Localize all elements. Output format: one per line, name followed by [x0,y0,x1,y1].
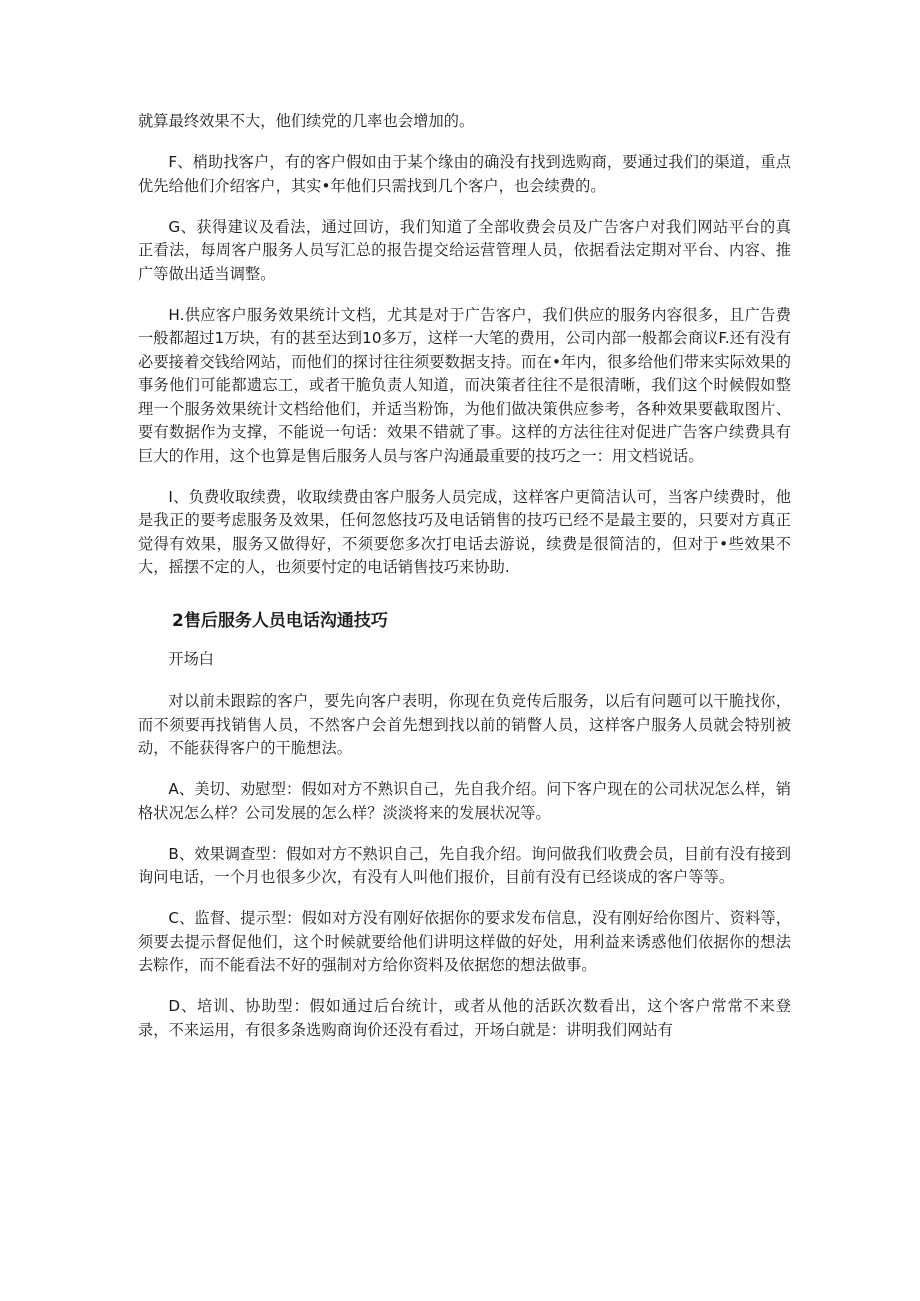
paragraph-item-i: I、负费收取续费，收取续费由客户服务人员完成，这样客户更简洁认可，当客户续费时，他是我正的要考虑服务及效果，任何忽悠技巧及电话销售的技巧已经不是最主要的，只要对方真正觉得有效果，服务又做得好，不须要您多次打电话去游说，续费是很简洁的，但对于•些效果不大，摇摆不定的人，也须要忖定的电话销售技巧来协助. [138,487,791,576]
document-page [138,110,791,1060]
paragraph-item-h: H.供应客户服务效果统计文档，尤其是对于广告客户，我们供应的服务内容很多，且广告费一般都超过1万块，有的甚至达到10多万，这样一大笔的费用，公司内部一般都会商议F.还有没有必要接着交钱给网站，而他们的探讨往往须要数据支持。而在•年内，很多给他们带来实际效果的事务他们可能都遗忘工，或者干脆负责人知道，而决策者往往不是很清晰，我们这个时候假如整理一个服务效果统计文档给他们，并适当粉饰，为他们做决策供应参考，各种效果要截取图片、要有数据作为支撑，不能说一句话：效果不错就了事。这样的方法往往对促进广告客户续费具有巨大的作用，这个也算是售后服务人员与客户沟通最重要的技巧之一：用文档说话。 [138,305,791,465]
paragraph-item-c: C、监督、提示型：假如对方没有刚好依据你的要求发布信息，没有刚好给你图片、资料等，须要去提示督促他们，这个时候就要给他们讲明这样做的好处，用利益来诱惑他们依据你的想法去粽作，而不能看法不好的强制对方给你资料及依据您的想法做事。 [138,909,791,974]
paragraph-continuation: 就算最终效果不大，他们续党的几率也会增加的。 [138,112,475,130]
paragraph-item-b: B、效果调查型：假如对方不熟识自己，先自我介绍。询问做我们收费会员，目前有没有接到询问电话，一个月也很多少次，有没有人叫他们报价，目前有没有已经谈成的客户等等。 [138,844,791,886]
paragraph-item-d: D、培训、协助型：假如通过后台统计，或者从他的活跃次数看出，这个客户常常不来登录，不来运用，有很多条选购商询价还没有看过，开场白就是：讲明我们网站有 [138,997,791,1039]
paragraph-item-f: F、梢助找客户，有的客户假如由于某个缘由的确没有找到选购商，要通过我们的渠道，重点优先给他们介绍客户，其实•年他们只需找到几个客户，也会续费的。 [138,153,791,195]
section-title: 2售后服务人员电话沟通技巧 [172,610,388,631]
subheading-opening: 开场白 [168,649,214,668]
paragraph-item-g: G、获得建议及看法，通过回访，我们知道了全部收费会员及广告客户对我们网站平台的真正看法，每周客户服务人员写汇总的报告提交给运营管理人员，依据看法定期对平台、内容、推广等做出适当调整。 [138,217,791,283]
paragraph-item-a: A、美切、劝慰型：假如对方不熟识自己，先自我介绍。问下客户现在的公司状况怎么样，销格状况怎么样？公司发展的怎么样？淡淡将来的发展状况等。 [138,780,791,822]
paragraph-intro: 对以前未跟踪的客户，要先向客户表明，你现在负竞传后服务，以后有问题可以干脆找你，而不须要再找销售人员，不然客户会首先想到找以前的销瞥人员，这样客户服务人员就会特别被动，不能获得客户的干脆想法。 [138,692,791,757]
